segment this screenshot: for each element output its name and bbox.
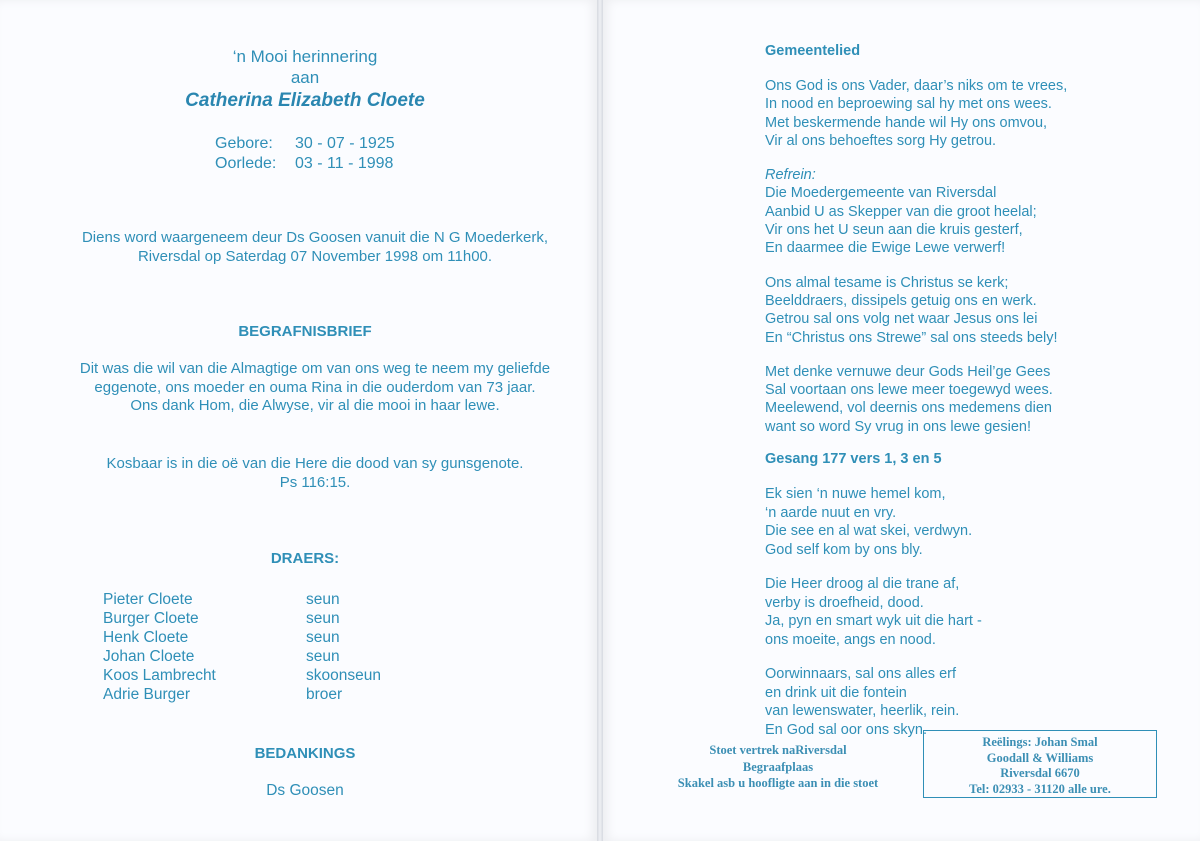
- bearer-name: Johan Cloete: [103, 648, 195, 665]
- stanza-line: verby is droefheid, dood.: [765, 594, 924, 611]
- date-label: Gebore:: [215, 135, 273, 152]
- burial-line: eggenote, ons moeder en ouma Rina in die ouderdom van 73 jaar.: [94, 378, 536, 396]
- bearer-name: Koos Lambrecht: [103, 667, 216, 684]
- arrangements-box: [923, 730, 1157, 798]
- list-item: [103, 609, 381, 628]
- stanza-line: Met denke vernuwe deur Gods Heil’ge Gees: [765, 363, 1051, 380]
- bearer-name: Henk Cloete: [103, 629, 189, 646]
- verse-line: Kosbaar is in die oë van die Here die dood van sy gunsgenote.: [106, 455, 524, 472]
- stanza-line: Die Heer droog al die trane af,: [765, 576, 960, 592]
- stanza: [765, 77, 1165, 150]
- procession-line: Begraafplaas: [742, 759, 814, 774]
- stanza-line: Aanbid U as Skepper van die groot heelal;: [765, 203, 1037, 220]
- bearer-relation: skoonseun: [306, 667, 381, 684]
- stanza-line: ons moeite, angs en nood.: [765, 631, 936, 648]
- stanza-line: Sal voortaan ons lewe meer toegewyd wees.: [765, 382, 1053, 399]
- stanza-line: Met beskermende hande wil Hy ons omvou,: [765, 114, 1048, 131]
- stanza-line: Die see en al wat skei, verdwyn.: [765, 523, 973, 539]
- list-item: [103, 666, 381, 685]
- burial-line: Dit was die wil van die Almagtige om van ons weg te neem my geliefde: [79, 360, 551, 377]
- thanks-heading: BEDANKINGS: [254, 745, 356, 762]
- service-line: Riversdal op Saterdag 07 November 1998 om 11h00.: [137, 247, 493, 265]
- memorial-line-1: ‘n Mooi herinnering: [232, 47, 378, 66]
- date-value: 30 - 07 - 1925: [295, 135, 395, 152]
- refrain-stanza: [765, 166, 1165, 257]
- bearer-name: Pieter Cloete: [103, 591, 193, 608]
- left-page: [0, 0, 598, 841]
- list-item: [103, 590, 381, 609]
- stanza-line: Ek sien ‘n nuwe hemel kom,: [765, 486, 946, 502]
- bearer-name: Adrie Burger: [103, 686, 191, 703]
- list-item: [103, 647, 381, 666]
- stanza-line: En daarmee die Ewige Lewe verwerf!: [765, 240, 1006, 257]
- deceased-name: Catherina Elizabeth Cloete: [185, 90, 425, 111]
- date-label: Oorlede:: [215, 155, 277, 172]
- stanza-line: Ons almal tesame is Christus se kerk;: [765, 274, 1009, 291]
- bearers-heading: DRAERS:: [270, 550, 340, 567]
- arrangements-line: Tel: 02933 - 31120 alle ure.: [969, 781, 1111, 796]
- list-item: [103, 628, 381, 647]
- stanza-line: Vir al ons behoeftes sorg Hy getrou.: [765, 132, 997, 149]
- burial-line: Ons dank Hom, die Alwyse, vir al die mooi in haar lewe.: [130, 397, 500, 415]
- stanza-line: Meelewend, vol deernis ons medemens dien: [765, 400, 1052, 417]
- stanza-line: En God sal oor ons skyn.: [765, 721, 927, 738]
- procession-line: Skakel asb u hoofligte aan in die stoet: [677, 776, 879, 790]
- stanza-line: Beelddraers, dissipels getuig ons en werk.: [765, 292, 1037, 309]
- death-date-row: [215, 154, 395, 174]
- stanza-line: Getrou sal ons volg net waar Jesus ons lei: [765, 311, 1038, 328]
- list-item: [103, 685, 381, 704]
- bearer-relation: seun: [306, 610, 340, 627]
- bearers-list: [103, 590, 381, 704]
- bearer-relation: seun: [306, 648, 340, 665]
- scripture-verse: [40, 455, 590, 492]
- service-line: Diens word waargeneem deur Ds Goosen vanuit die N G Moederkerk,: [81, 229, 549, 246]
- stanza-line: Ja, pyn en smart wyk uit die hart -: [765, 613, 982, 629]
- bearer-name: Burger Cloete: [103, 610, 199, 627]
- burial-heading: BEGRAFNISBRIEF: [238, 323, 372, 340]
- life-dates: [215, 134, 395, 174]
- arrangements-line: Reëlings: Johan Smal: [982, 735, 1098, 749]
- thanks-name: Ds Goosen: [266, 782, 344, 799]
- refrain-label: Refrein:: [765, 167, 816, 184]
- stanza: [765, 363, 1165, 436]
- page-fold: [597, 0, 603, 841]
- procession-line: Stoet vertrek naRiversdal: [709, 743, 847, 757]
- stanza: [765, 274, 1165, 347]
- stanza: [765, 575, 1165, 649]
- memorial-line-2: aan: [290, 68, 320, 87]
- hymn-1-text: [765, 77, 1165, 452]
- stanza-line: want so word Sy vrug in ons lewe gesien!: [765, 418, 1031, 435]
- memorial-title: [150, 46, 460, 111]
- stanza-line: God self kom by ons bly.: [765, 541, 923, 558]
- hymn-2-text: [765, 485, 1165, 755]
- stanza-line: en drink uit die fontein: [765, 684, 907, 701]
- stanza-line: ‘n aarde nuut en vry.: [765, 504, 897, 521]
- arrangements-line: Goodall & Williams: [986, 750, 1094, 765]
- procession-notice: [668, 742, 888, 792]
- arrangements-line: Riversdal 6670: [1000, 766, 1080, 780]
- stanza: [765, 665, 1165, 739]
- verse-reference: Ps 116:15.: [279, 473, 351, 491]
- stanza-line: Die Moedergemeente van Riversdal: [765, 185, 997, 202]
- bearer-relation: seun: [306, 591, 340, 608]
- service-notice: [40, 229, 590, 266]
- burial-text: [40, 360, 590, 416]
- stanza-line: Ons God is ons Vader, daar’s niks om te vrees,: [765, 78, 1068, 94]
- stanza-line: van lewenswater, heerlik, rein.: [765, 703, 960, 719]
- date-value: 03 - 11 - 1998: [295, 155, 394, 172]
- bearer-relation: seun: [306, 629, 340, 646]
- birth-date-row: [215, 134, 395, 154]
- stanza-line: Oorwinnaars, sal ons alles erf: [765, 666, 956, 682]
- stanza: [765, 485, 1165, 559]
- stanza-line: Vir ons het U seun aan die kruis gesterf,: [765, 222, 1023, 239]
- stanza-line: En “Christus ons Strewe” sal ons steeds bely!: [765, 329, 1058, 346]
- stanza-line: In nood en beproewing sal hy met ons wees.: [765, 96, 1052, 113]
- bearer-relation: broer: [306, 686, 343, 703]
- hymn-1-heading: Gemeentelied: [765, 43, 861, 59]
- hymn-2-heading: Gesang 177 vers 1, 3 en 5: [765, 451, 942, 467]
